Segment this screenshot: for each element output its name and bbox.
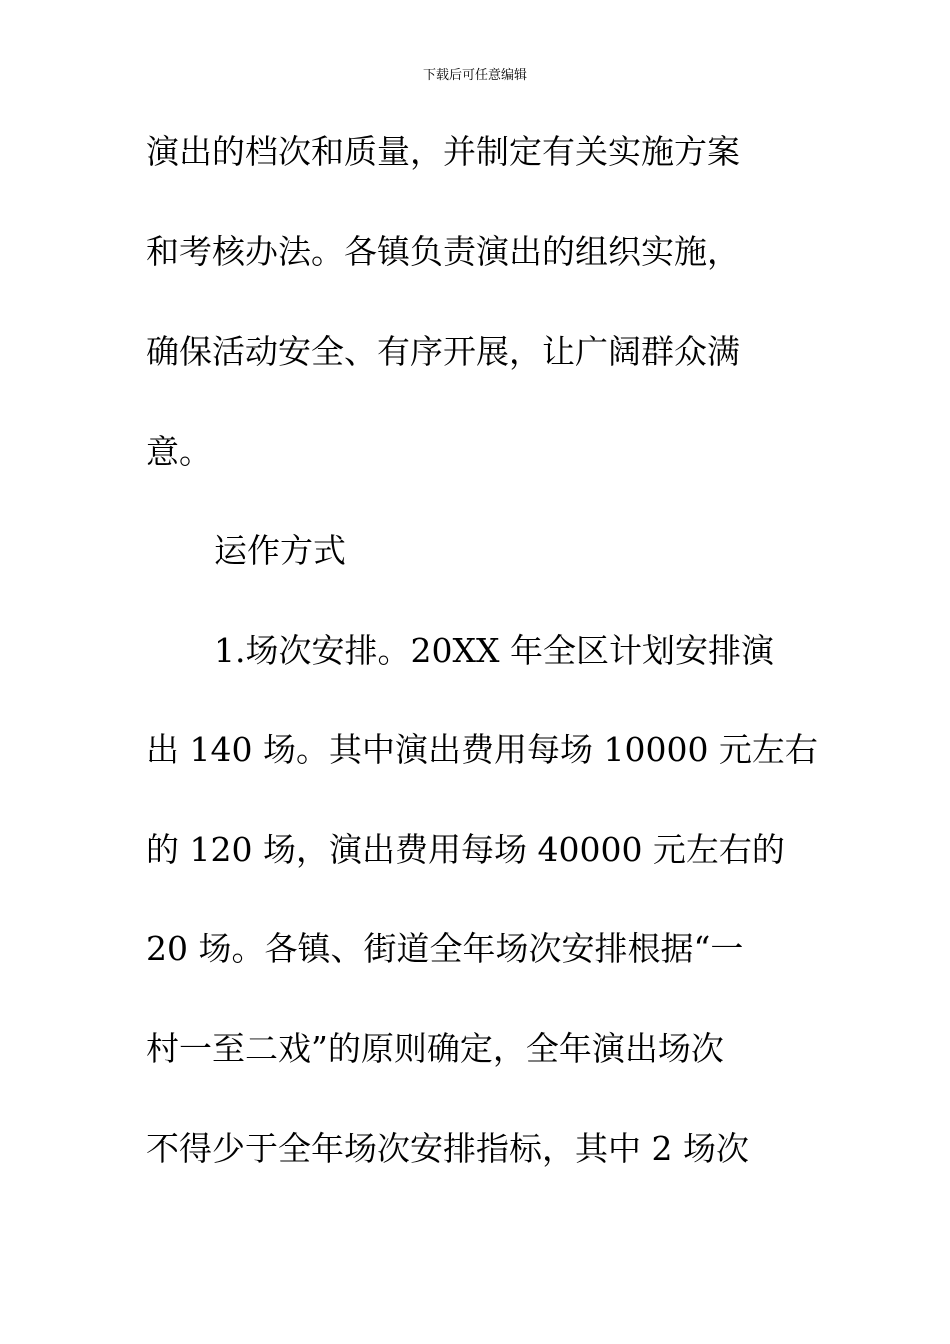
- section-heading: 运作方式: [214, 531, 346, 570]
- paragraph-line: 的 120 场，演出费用每场 40000 元左右的: [146, 830, 785, 869]
- paragraph-line: 确保活动安全、有序开展，让广阔群众满: [146, 332, 740, 371]
- paragraph-line: 村一至二戏”的原则确定，全年演出场次: [146, 1029, 724, 1068]
- paragraph-line: 不得少于全年场次安排指标，其中 2 场次: [146, 1129, 749, 1168]
- paragraph-line: 意。: [146, 432, 212, 471]
- paragraph-line: 1.场次安排。20XX 年全区计划安排演: [214, 631, 774, 670]
- paragraph-line: 演出的档次和质量，并制定有关实施方案: [146, 132, 740, 171]
- paragraph-line: 和考核办法。各镇负责演出的组织实施，: [146, 232, 740, 271]
- paragraph-line: 出 140 场。其中演出费用每场 10000 元左右: [146, 730, 818, 769]
- paragraph-line: 20 场。各镇、街道全年场次安排根据“一: [146, 929, 744, 968]
- page-header: 下载后可任意编辑: [422, 68, 527, 83]
